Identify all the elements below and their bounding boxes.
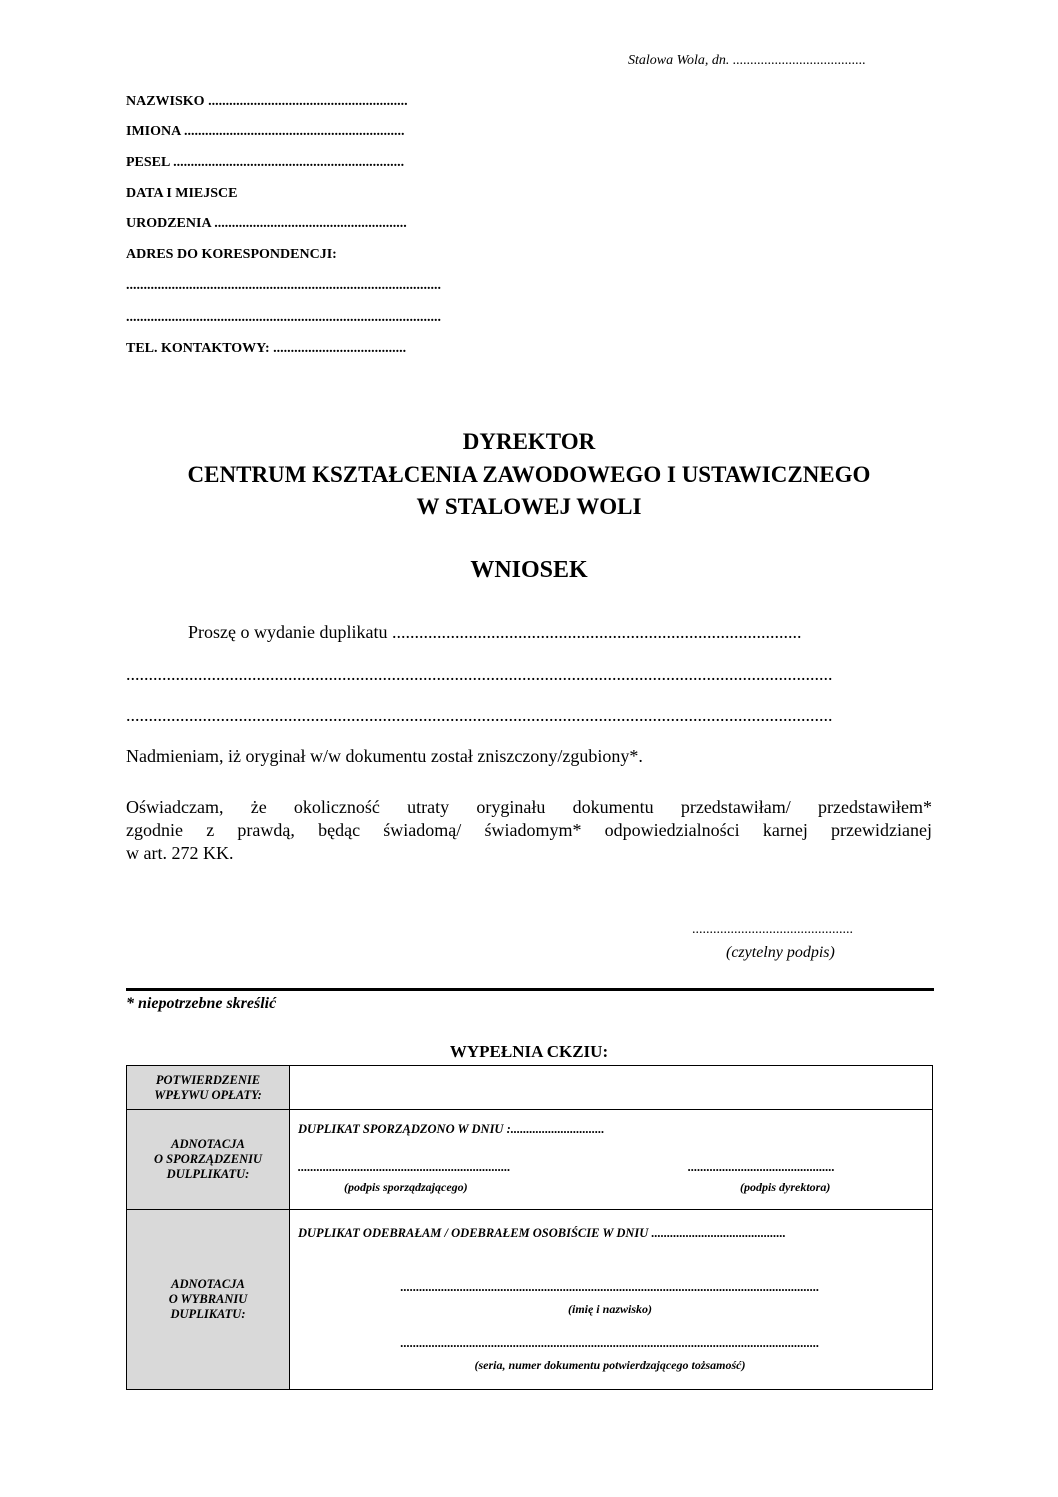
issuance-note-cell [290,1110,933,1210]
declaration-line-3: w art. 272 KK. [126,843,234,863]
collection-label-line-1: ADNOTACJA [171,1277,245,1291]
collection-note-cell [290,1210,933,1390]
name-caption: (imię i nazwisko) [567,1302,652,1316]
declaration-line-2: zgodnie z prawdą, będąc świadomą/ świadomym* odpowiedzialności karnej przewidzianej [126,820,932,840]
section-divider [126,988,934,991]
signature-line: .............................................. [692,922,853,937]
collection-label-line-2: O WYBRANIU [168,1292,248,1306]
birth-field: URODZENIA ....................................................... [126,216,407,231]
preparer-signature-caption: (podpis sporządzającego) [344,1180,468,1194]
birth-date-place-label: DATA I MIEJSCE [126,186,238,201]
surname-field: NAZWISKO ......................................................... [126,94,408,109]
request-line-3: ............................................................................................................................................................. [126,705,833,725]
name-line: ...................................................................................................................................... [400,1280,820,1294]
declaration-line-1: Oświadczam, że okoliczność utraty oryginału dokumentu przedstawiłam/ przedstawiłem* [126,797,932,817]
issuance-row [127,1110,933,1210]
preparer-signature-line: .................................................................... [298,1160,511,1174]
footnote: * niepotrzebne skreślić [126,995,277,1012]
collection-row [127,1210,933,1390]
request-line-2: ............................................................................................................................................................. [126,664,833,684]
id-document-caption: (seria, numer dokumentu potwierdzającego tożsamość) [474,1358,746,1372]
issuance-label-line-3: DULPLIKATU: [166,1167,250,1181]
issuance-date-field: DUPLIKAT SPORZĄDZONO W DNIU :.............................. [298,1122,605,1136]
issuance-note-label [127,1110,290,1210]
payment-confirmation-label [127,1066,290,1110]
collection-date-field: DUPLIKAT ODEBRAŁAM / ODEBRAŁEM OSOBIŚCIE W DNIU ........................................... [298,1226,786,1240]
document-title: WNIOSEK [470,557,588,583]
address-label: ADRES DO KORESPONDENCJI: [126,247,337,262]
ckziu-table [126,1065,933,1390]
director-signature-line: ............................................... [688,1160,835,1174]
request-line-1: Proszę o wydanie duplikatu ........................................................................................... [188,622,802,642]
issuance-label-line-2: O SPORZĄDZENIU [154,1152,262,1166]
address-line-2: .......................................................................................... [126,310,441,325]
phone-field: TEL. KONTAKTOWY: ...................................... [126,341,407,356]
payment-confirmation-cell[interactable] [290,1066,933,1110]
recipient-line-1: DYREKTOR [462,429,596,454]
pesel-field: PESEL .................................................................. [126,155,405,170]
address-line-1: .......................................................................................... [126,278,441,293]
place-date-field: Stalowa Wola, dn. ...................................... [628,53,866,68]
ckziu-table-title: WYPEŁNIA CKZIU: [449,1042,609,1061]
director-signature-caption: (podpis dyrektora) [740,1180,831,1194]
payment-row [127,1066,933,1110]
signature-caption: (czytelny podpis) [726,944,835,961]
first-names-field: IMIONA ............................................................... [126,124,405,139]
damage-statement: Nadmieniam, iż oryginał w/w dokumentu został zniszczony/zgubiony*. [126,746,643,766]
recipient-line-3: W STALOWEJ WOLI [416,494,642,519]
id-document-line: ...................................................................................................................................... [400,1336,820,1350]
declaration-paragraph [126,796,932,865]
payment-label-line-2: WPŁYWU OPŁATY: [154,1087,262,1102]
recipient-line-2: CENTRUM KSZTAŁCENIA ZAWODOWEGO I USTAWICZNEGO [187,462,871,487]
issuance-label-line-1: ADNOTACJA [171,1137,245,1151]
collection-label-line-3: DUPLIKATU: [170,1307,246,1321]
collection-note-label [127,1210,290,1390]
payment-label-line-1: POTWIERDZENIE [155,1072,261,1087]
